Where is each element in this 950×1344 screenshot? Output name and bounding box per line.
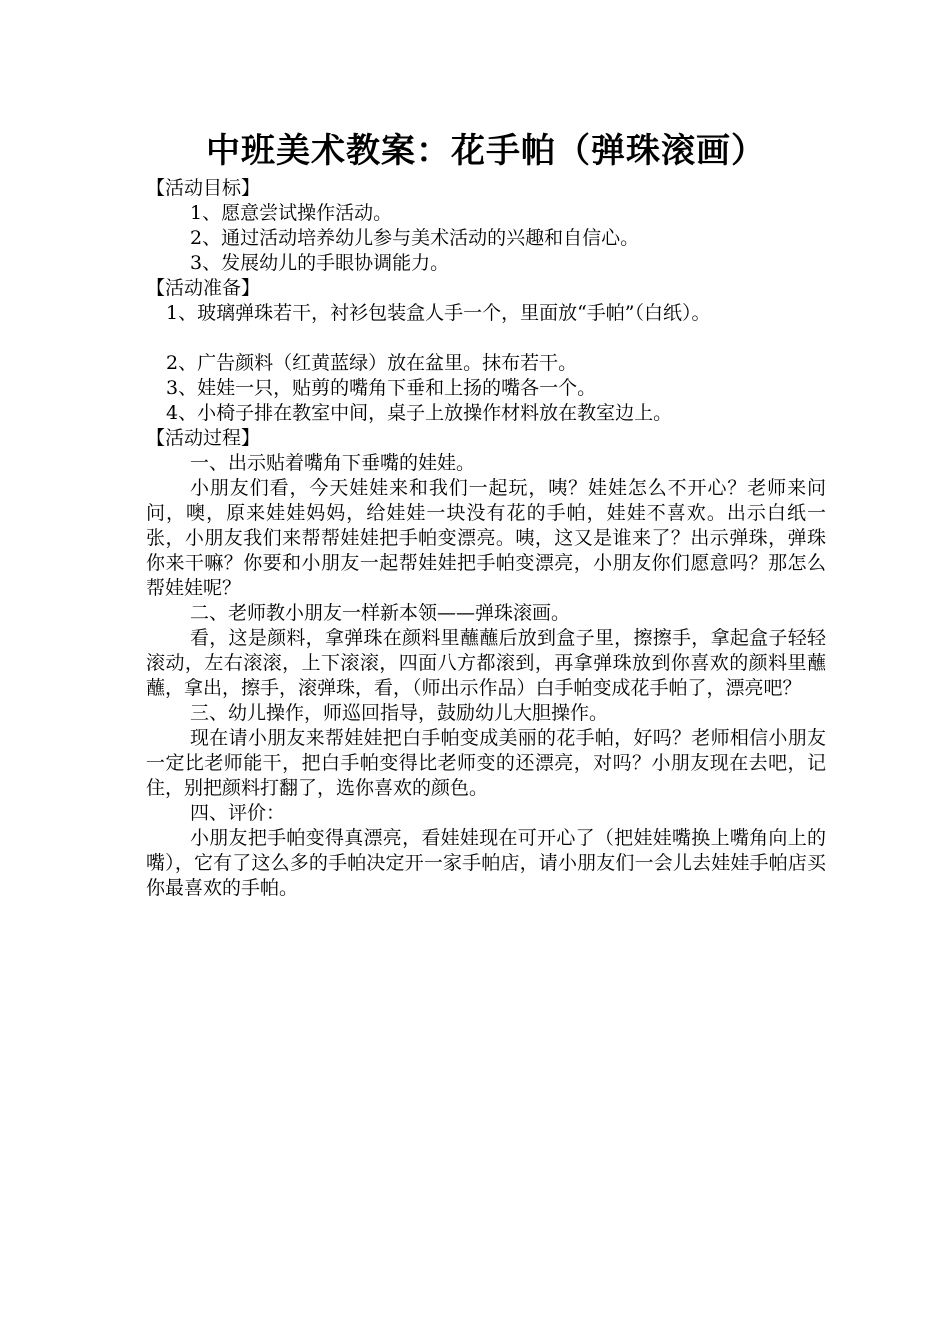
process-step-heading: 一、出示贴着嘴角下垂嘴的娃娃。 xyxy=(190,452,476,474)
document-page xyxy=(146,128,826,901)
process-paragraph: 小朋友把手帕变得真漂亮，看娃娃现在可开心了（把娃娃嘴换上嘴角向上的嘴），它有了这么多的手帕决定开一家手帕店，请小朋友们一会儿去娃娃手帕店买你最喜欢的手帕。 xyxy=(146,827,826,899)
prep-item: 3、娃娃一只，贴剪的嘴角下垂和上扬的嘴各一个。 xyxy=(166,377,597,399)
section-process xyxy=(146,426,826,901)
process-paragraph: 看，这是颜料，拿弹珠在颜料里蘸蘸后放到盒子里，擦擦手，拿起盒子轻轻滚动，左右滚滚，上下滚滚，四面八方都滚到，再拿弹珠放到你喜欢的颜料里蘸蘸，拿出，擦手，滚弹珠，看，（师出示作品）白手帕变成花手帕了，漂亮吧？ xyxy=(146,627,826,699)
section-heading-goals: 【活动目标】 xyxy=(146,177,261,199)
goal-item: 2、通过活动培养幼儿参与美术活动的兴趣和自信心。 xyxy=(190,227,640,249)
prep-item: 1、玻璃弹珠若干，衬衫包装盒人手一个，里面放“手帕”（白纸）。 xyxy=(166,302,711,324)
section-heading-process: 【活动过程】 xyxy=(146,427,261,449)
section-heading-prep: 【活动准备】 xyxy=(146,277,261,299)
prep-item: 2、广告颜料（红黄蓝绿）放在盆里。抹布若干。 xyxy=(166,352,578,374)
process-paragraph: 小朋友们看，今天娃娃来和我们一起玩，咦？娃娃怎么不开心？老师来问问，噢，原来娃娃妈妈，给娃娃一块没有花的手帕，娃娃不喜欢。出示白纸一张，小朋友我们来帮帮娃娃把手帕变漂亮。咦，这又是谁来了？出示弹珠，弹珠你来干嘛？你要和小朋友一起帮娃娃把手帕变漂亮，小朋友你们愿意吗？那怎么帮娃娃呢？ xyxy=(146,477,826,599)
goal-item: 1、愿意尝试操作活动。 xyxy=(190,202,393,224)
process-step-heading: 三、幼儿操作，师巡回指导，鼓励幼儿大胆操作。 xyxy=(190,702,609,724)
process-step-heading: 二、老师教小朋友一样新本领——弹珠滚画。 xyxy=(190,602,571,624)
section-prep xyxy=(146,276,826,426)
process-paragraph: 现在请小朋友来帮娃娃把白手帕变成美丽的花手帕，好吗？老师相信小朋友一定比老师能干，把白手帕变得比老师变的还漂亮，对吗？小朋友现在去吧，记住，别把颜料打翻了，选你喜欢的颜色。 xyxy=(146,727,826,799)
section-goals xyxy=(146,176,826,276)
prep-item: 4、小椅子排在教室中间，桌子上放操作材料放在教室边上。 xyxy=(166,402,673,424)
process-step-heading: 四、评价： xyxy=(190,802,286,824)
goal-item: 3、发展幼儿的手眼协调能力。 xyxy=(190,252,450,274)
document-title: 中班美术教案：花手帕（弹珠滚画） xyxy=(206,131,766,171)
